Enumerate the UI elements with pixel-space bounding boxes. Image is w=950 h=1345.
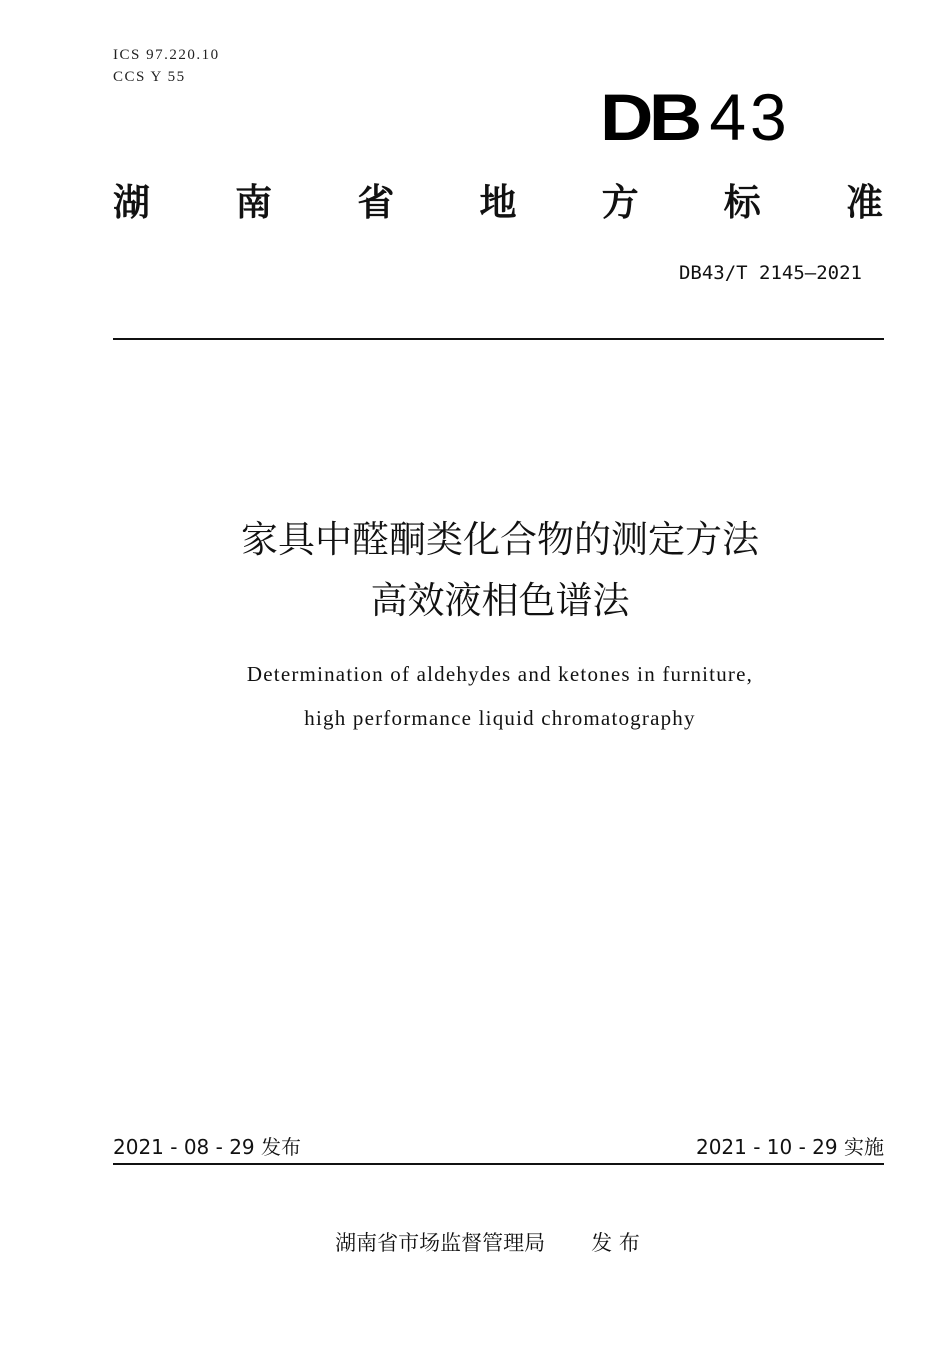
standard-type-char: 准 [845,181,883,224]
db43-mark [600,80,791,154]
ics-code: ICS 97.220.10 [113,47,220,63]
english-title-line-2: high performance liquid chromatography [304,706,696,730]
issue-date: 2021 - 08 - 29 发布 [113,1135,302,1159]
standard-type-char: 地 [479,181,517,224]
chinese-title-line-2: 高效液相色谱法 [370,579,630,622]
publisher-name: 湖南省市场监督管理局 [335,1231,546,1255]
english-title-line-1: Determination of aldehydes and ketones in furniture, [246,662,754,686]
bottom-divider [113,1163,884,1165]
standard-type-char: 湖 [113,181,150,224]
classification-codes [113,44,220,88]
standard-type-char: 标 [723,181,761,224]
standard-type-title [113,178,883,228]
province-code: 43 [709,80,791,154]
standard-code: DB43/T 2145—2021 [678,262,862,284]
chinese-title-line-1: 家具中醛酮类化合物的测定方法 [241,518,759,561]
db-logo: DB [600,80,698,154]
implementation-date: 2021 - 10 - 29 实施 [695,1135,884,1159]
standard-type-char: 南 [235,181,273,224]
publisher-line [0,1228,950,1258]
standard-type-char: 省 [357,181,395,224]
top-divider [113,338,884,340]
standard-type-char: 方 [601,181,639,224]
ccs-code: CCS Y 55 [113,69,186,85]
publish-action: 发 布 [591,1231,640,1255]
